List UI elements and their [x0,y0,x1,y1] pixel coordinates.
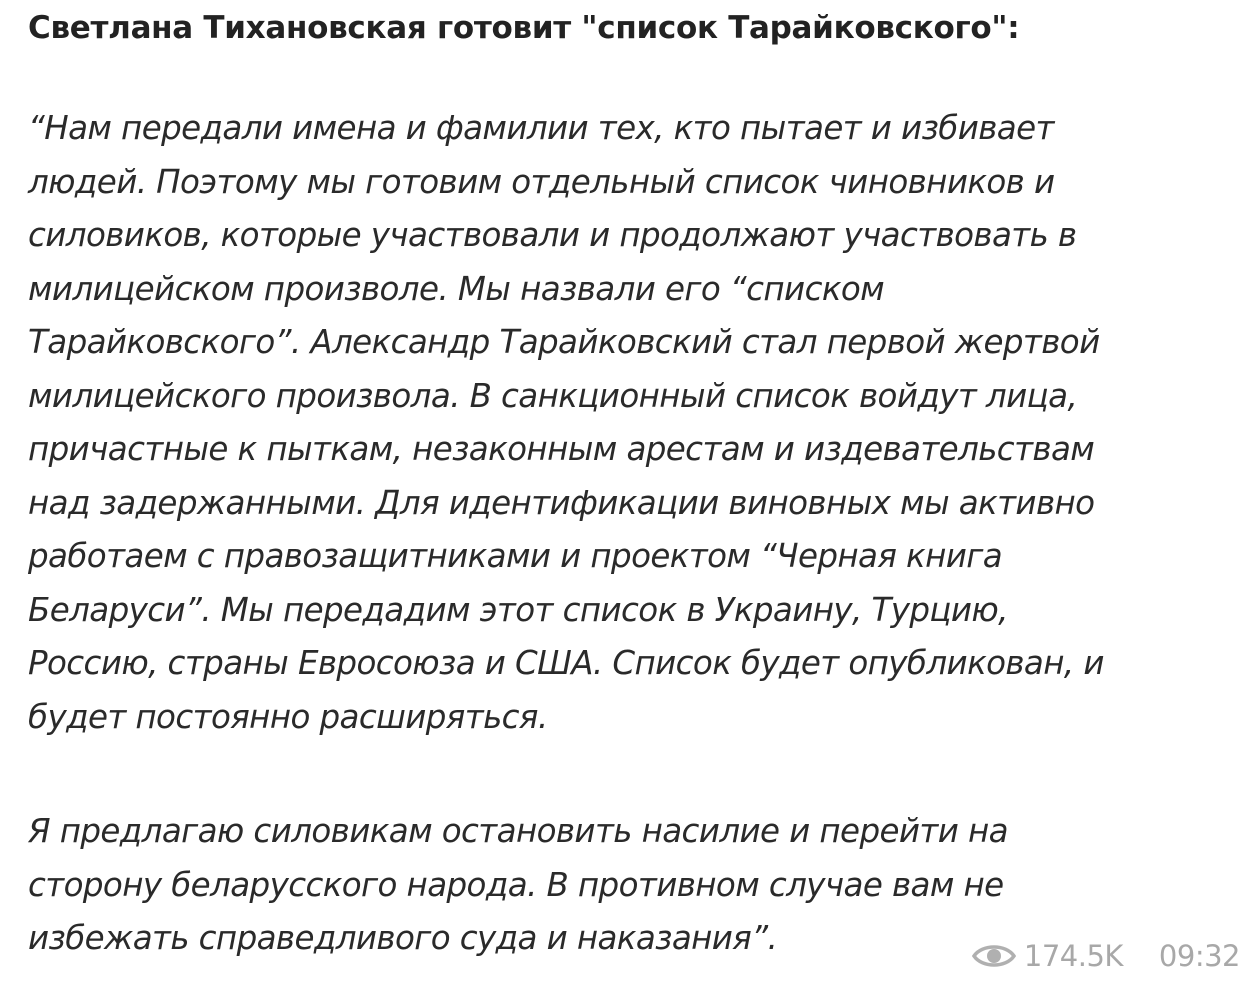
post-time: 09:32 [1158,939,1240,973]
text-line: людей. Поэтому мы готовим отдельный список чиновников и [28,162,1055,201]
text-line: сторону беларусского народа. В противном случае вам не [28,865,1004,904]
text-line: над задержанными. Для идентификации виновных мы активно [28,483,1095,522]
text-line: “Нам передали имена и фамилии тех, кто пытает и избивает [28,109,1054,147]
text-line: милицейском произволе. Мы назвали его “списком [28,269,885,308]
text-line: будет постоянно расширяться. [28,697,548,736]
text-line: избежать справедливого суда и наказания”. [28,919,778,957]
quote-paragraph-1 [28,102,1243,744]
text-line: работаем с правозащитниками и проектом “Черная книга [28,537,1003,575]
text-line: Я предлагаю силовикам остановить насилие и перейти на [28,812,1008,850]
text-line: Россию, страны Евросоюза и США. Список будет опубликован, и [28,644,1104,682]
text-line: силовиков, которые участвовали и продолжают участвовать в [28,216,1077,254]
text-line: причастные к пыткам, незаконным арестам и издевательствам [28,430,1095,468]
message-post [28,0,1243,990]
view-count: 174.5K [1023,939,1123,973]
post-meta [972,936,1240,976]
eye-icon [972,941,1016,971]
post-title: Светлана Тихановская готовит "список Тарайковского": [28,10,1020,46]
text-line: Тарайковского”. Александр Тарайковский стал первой жертвой [28,323,1100,361]
text-line: Беларуси”. Мы передадим этот список в Украину, Турцию, [28,590,1008,629]
text-line: милицейского произвола. В санкционный список войдут лица, [28,376,1078,415]
